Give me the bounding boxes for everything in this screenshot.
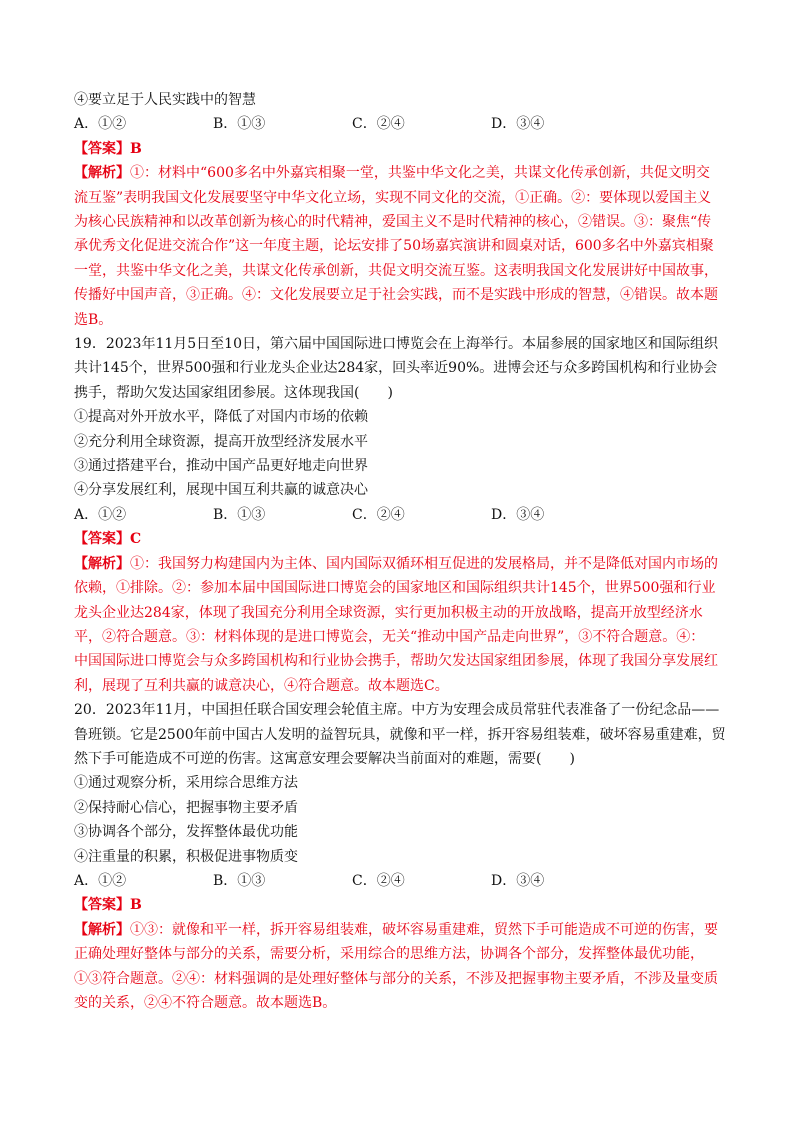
answer-tag: 【答案】 <box>74 897 130 914</box>
q20-stem-line: 然下手可能造成不可逆的伤害。这寓意安理会要解决当前面对的难题，需要( ) <box>74 750 575 767</box>
analysis-tag: 【解析】 <box>74 921 130 938</box>
analysis-text: ①：我国努力构建国内为主体、国内国际双循环相互促进的发展格局，并不是降低对国内市场的 <box>130 555 718 572</box>
q19-option-2: ②充分利用全球资源，提高开放型经济发展水平 <box>74 433 368 450</box>
q18-choices <box>74 112 726 136</box>
q19-option-1: ①提高对外开放水平，降低了对国内市场的依赖 <box>74 409 368 426</box>
q19-choice-a: A．①② <box>74 506 127 523</box>
page-content <box>74 88 726 1015</box>
q20-stem-line: 鲁班锁。它是2500年前中国古人发明的益智玩具，就像和平一样，拆开容易组装难，破坏容易重建难，贸 <box>74 726 726 743</box>
q18-choice-a: A．①② <box>74 116 127 133</box>
q18-analysis-line: 承优秀文化促进交流合作”这一年度主题，论坛安排了50场嘉宾演讲和圆桌对话，600多名中外嘉宾相聚 <box>74 238 714 255</box>
q18-analysis-line <box>74 161 726 185</box>
q20-option-4: ④注重量的积累，积极促进事物质变 <box>74 848 298 865</box>
q20-choices <box>74 869 726 893</box>
q19-choices <box>74 503 726 527</box>
question-19 <box>74 332 726 698</box>
answer-tag: 【答案】 <box>74 140 130 157</box>
q19-choice-b: B．①③ <box>213 506 266 523</box>
q18-choice-d: D．③④ <box>491 116 545 133</box>
q18-analysis-line: 流互鉴”表明我国文化发展要坚守中华文化立场，实现不同文化的交流，①正确。②：要体现以爱国主义 <box>74 189 712 206</box>
q18-choice-c: C．②④ <box>352 116 405 133</box>
q20-analysis-line: 正确处理好整体与部分的关系，需要分析，采用综合的思维方法，协调各个部分，发挥整体最优功能， <box>74 946 704 963</box>
analysis-tag: 【解析】 <box>74 555 130 572</box>
q20-choice-a: A．①② <box>74 872 127 889</box>
q19-choice-c: C．②④ <box>352 506 405 523</box>
q19-analysis-line: 龙头企业达284家，体现了我国充分利用全球资源，实行更加积极主动的开放战略，提高开放型经济水 <box>74 604 703 621</box>
q18-analysis-line: 选B。 <box>74 311 113 328</box>
analysis-text: ①：材料中“600多名中外嘉宾相聚一堂，共鉴中华文化之美，共谋文化传承创新，共促文明交 <box>130 165 710 182</box>
q19-analysis-line: 利，展现了互利共赢的诚意决心，④符合题意。故本题选C。 <box>74 677 449 694</box>
q19-analysis-line: 依赖，①排除。②：参加本届中国国际进口博览会的国家地区和国际组织共计145个，世界500强和行业 <box>74 580 716 597</box>
q20-analysis-line: 变的关系，②④不符合题意。故本题选B。 <box>74 994 337 1011</box>
q20-option-3: ③协调各个部分，发挥整体最优功能 <box>74 824 298 841</box>
q18-option-4: ④要立足于人民实践中的智慧 <box>74 92 256 108</box>
q20-option-2: ②保持耐心信心，把握事物主要矛盾 <box>74 799 298 816</box>
q19-analysis-line <box>74 552 726 576</box>
answer-tag: 【答案】 <box>74 531 130 548</box>
q20-analysis-line <box>74 918 726 942</box>
q18-analysis-line: 一堂，共鉴中华文化之美，共谋文化传承创新，共促文明交流互鉴。这表明我国文化发展讲好中国故事， <box>74 262 718 279</box>
q19-stem-line: 携手，帮助欠发达国家组团参展。这体现我国( ) <box>74 384 393 401</box>
q19-analysis-line: 中国国际进口博览会与众多跨国机构和行业协会携手，帮助欠发达国家组团参展，体现了我国分享发展红 <box>74 653 718 670</box>
q18-analysis-line: 为核心民族精神和以改革创新为核心的时代精神，爱国主义不是时代精神的核心，②错误。③：聚焦“传 <box>74 214 712 231</box>
q19-analysis-line: 平，②符合题意。③：材料体现的是进口博览会，无关“推动中国产品走向世界”，③不符合题意。④： <box>74 628 705 645</box>
analysis-tag: 【解析】 <box>74 165 130 182</box>
q20-choice-d: D．③④ <box>491 872 545 889</box>
q20-choice-c: C．②④ <box>352 872 405 889</box>
q19-choice-d: D．③④ <box>491 506 545 523</box>
q19-stem-line: 19．2023年11月5日至10日，第六届中国国际进口博览会在上海举行。本届参展的国家地区和国际组织 <box>74 336 718 353</box>
q20-answer <box>74 893 726 917</box>
question-20 <box>74 698 726 1015</box>
answer-value: B <box>130 140 142 157</box>
q20-analysis-line: ①③符合题意。②④：材料强调的是处理好整体与部分的关系，不涉及把握事物主要矛盾，不涉及量变质 <box>74 970 718 987</box>
question-18 <box>74 88 726 332</box>
answer-value: B <box>130 897 142 914</box>
analysis-text: ①③：就像和平一样，拆开容易组装难，破坏容易重建难，贸然下手可能造成不可逆的伤害，要 <box>130 921 718 938</box>
q19-option-3: ③通过搭建平台，推动中国产品更好地走向世界 <box>74 458 368 475</box>
q18-analysis-line: 传播好中国声音，③正确。④：文化发展要立足于社会实践，而不是实践中形成的智慧，④错误。故本题 <box>74 287 718 304</box>
answer-value: C <box>130 531 142 548</box>
q20-option-1: ①通过观察分析，采用综合思维方法 <box>74 775 298 792</box>
q20-stem-line: 20．2023年11月，中国担任联合国安理会轮值主席。中方为安理会成员常驻代表准备了一份纪念品—— <box>74 702 720 719</box>
q19-stem-line: 共计145个，世界500强和行业龙头企业达284家，回头率近90%。进博会还与众多跨国机构和行业协会 <box>74 360 718 377</box>
q20-choice-b: B．①③ <box>213 872 266 889</box>
q18-choice-b: B．①③ <box>213 116 266 133</box>
q19-option-4: ④分享发展红利，展现中国互利共赢的诚意决心 <box>74 482 368 499</box>
q18-answer <box>74 137 726 161</box>
q19-answer <box>74 527 726 551</box>
